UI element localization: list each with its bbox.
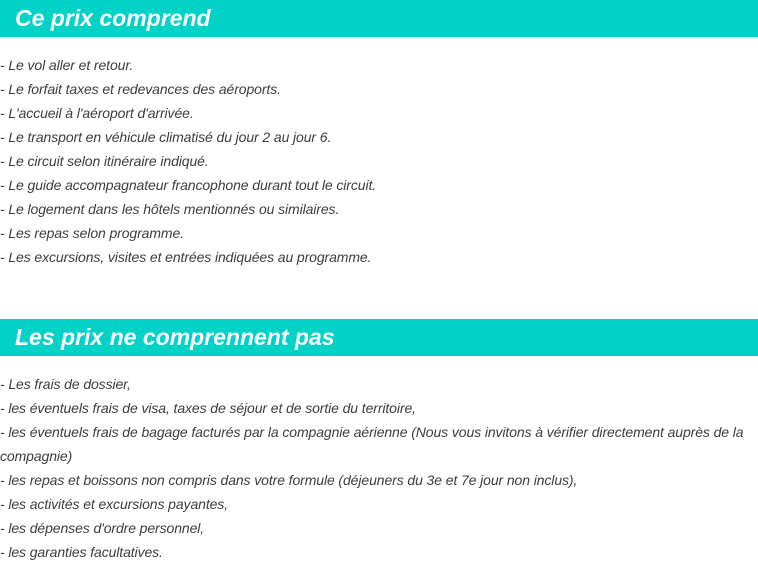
list-item: - Les excursions, visites et entrées indiquées au programme.: [0, 249, 372, 265]
included-section-header: [0, 0, 758, 37]
excluded-section-title: Les prix ne comprennent pas: [15, 324, 335, 350]
list-item: - Les repas selon programme.: [0, 225, 184, 241]
list-item: - Le circuit selon itinéraire indiqué.: [0, 153, 209, 169]
list-item: - les éventuels frais de visa, taxes de séjour et de sortie du territoire,: [0, 400, 416, 416]
list-item: - Le transport en véhicule climatisé du jour 2 au jour 6.: [0, 129, 332, 145]
list-item: - Le guide accompagnateur francophone durant tout le circuit.: [0, 177, 377, 193]
list-item: - Le vol aller et retour.: [0, 57, 134, 73]
list-item: - Le forfait taxes et redevances des aéroports.: [0, 81, 281, 97]
included-section-title: Ce prix comprend: [15, 5, 211, 31]
list-item: - les activités et excursions payantes,: [0, 496, 228, 512]
list-item: - les garanties facultatives.: [0, 544, 163, 560]
excluded-items-list: [0, 372, 758, 564]
list-item: - les éventuels frais de bagage facturés par la compagnie aérienne (Nous vous invitons à vérifier directement auprès de la compagnie): [0, 424, 744, 464]
list-item: - les repas et boissons non compris dans votre formule (déjeuners du 3e et 7e jour non inclus),: [0, 472, 578, 488]
list-item: - les dépenses d'ordre personnel,: [0, 520, 205, 536]
list-item: - Le logement dans les hôtels mentionnés ou similaires.: [0, 201, 340, 217]
list-item: - Les frais de dossier,: [0, 376, 131, 392]
list-item: - L'accueil à l'aéroport d'arrivée.: [0, 105, 194, 121]
excluded-section-header: [0, 319, 758, 356]
included-items-list: [0, 53, 758, 269]
